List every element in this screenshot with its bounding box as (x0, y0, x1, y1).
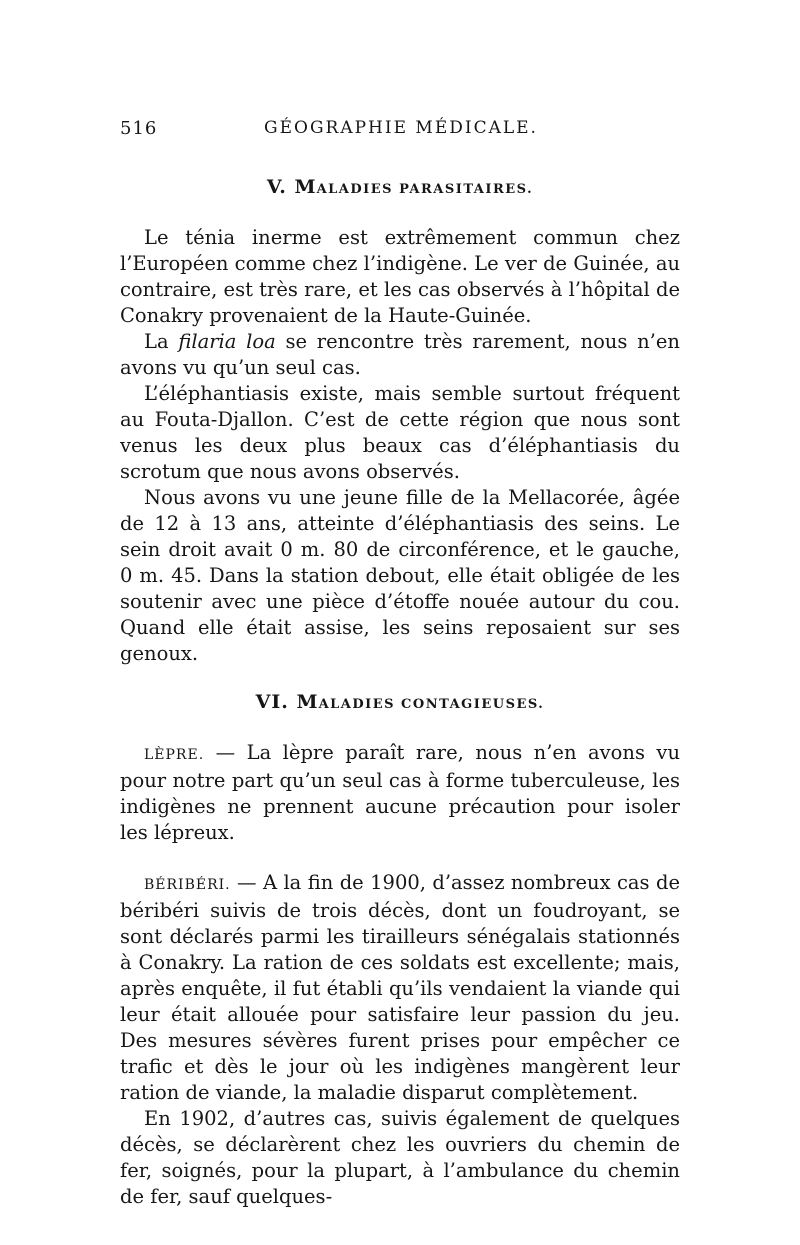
page-number: 516 (120, 118, 158, 139)
paragraph-beriberi (120, 870, 680, 1106)
paragraph-filaria (120, 329, 680, 381)
lepre-text: — La lèpre paraît rare, nous n’en avons vu pour notre part qu’un seul cas à forme tuberculeuse, les indigènes ne prennent aucune précaution pour isoler les lépreux. (120, 741, 680, 844)
lepre-label: LÈPRE. (144, 747, 205, 763)
paragraph-en-1902: En 1902, d’autres cas, suivis également de quelques décès, se déclarèrent chez les ouvriers du chemin de fer, soignés, pour la plupart, à l’ambulance du chemin de fer, sauf quelques- (120, 1107, 680, 1208)
section-title-contagieuses (120, 687, 680, 720)
section-number: VI. (255, 691, 289, 713)
section-title-parasitaires (120, 172, 680, 205)
body-text (120, 172, 680, 1210)
section-initial: M (296, 691, 319, 713)
filaria-rest: se rencontre très rarement, nous n’en avons vu qu’un seul cas. (120, 330, 680, 379)
beriberi-label: BÉRIBÉRI. (144, 877, 231, 893)
paragraph-lepre (120, 740, 680, 846)
beriberi-text: — A la fin de 1900, d’assez nombreux cas de béribéri suivis de trois décès, dont un foudroyant, se sont déclarés parmi les tirailleurs sénégalais stationnés à Conakry. La ration de ces soldats est excellente; mais, après enquête, il fut établi qu’ils vendaient la viande qui leur était allouée pour satisfaire leur passion du jeu. Des mesures sévères furent prises pour empêcher ce trafic et dès le jour où les indigènes mangèrent leur ration de viande, la maladie disparut complètement. (120, 871, 681, 1104)
page-header (120, 118, 682, 148)
paragraph-elephantiasis: L’éléphantiasis existe, mais semble surtout fréquent au Fouta-Djallon. C’est de cette région que nous sont venus les deux plus beaux cas d’éléphantiasis du scrotum que nous avons observés. (120, 382, 680, 483)
paragraph-jeune-fille: Nous avons vu une jeune fille de la Mellacorée, âgée de 12 à 13 ans, atteinte d’éléphantiasis des seins. Le sein droit avait 0 m. 80 de circonférence, et le gauche, 0 m. 45. Dans la station debout, elle était obligée de les soutenir avec une pièce d’étoffe nouée autour du cou. Quand elle était assise, les seins reposaient sur ses genoux. (120, 486, 680, 665)
section-number: V. (266, 176, 287, 198)
paragraph-tenia: Le ténia inerme est extrêmement commun chez l’Européen comme chez l’indigène. Le ver de Guinée, au contraire, est très rare, et les cas observés à l’hôpital de Conakry provenaient de la Haute-Guinée. (120, 226, 680, 327)
filaria-name: filaria loa (178, 330, 276, 353)
filaria-prefix: La (144, 330, 169, 353)
section-rest: ALADIES CONTAGIEUSES. (318, 697, 545, 712)
section-rest: ALADIES PARASITAIRES. (316, 182, 534, 197)
section-initial: M (294, 176, 317, 198)
running-title: GÉOGRAPHIE MÉDICALE. (264, 118, 538, 138)
